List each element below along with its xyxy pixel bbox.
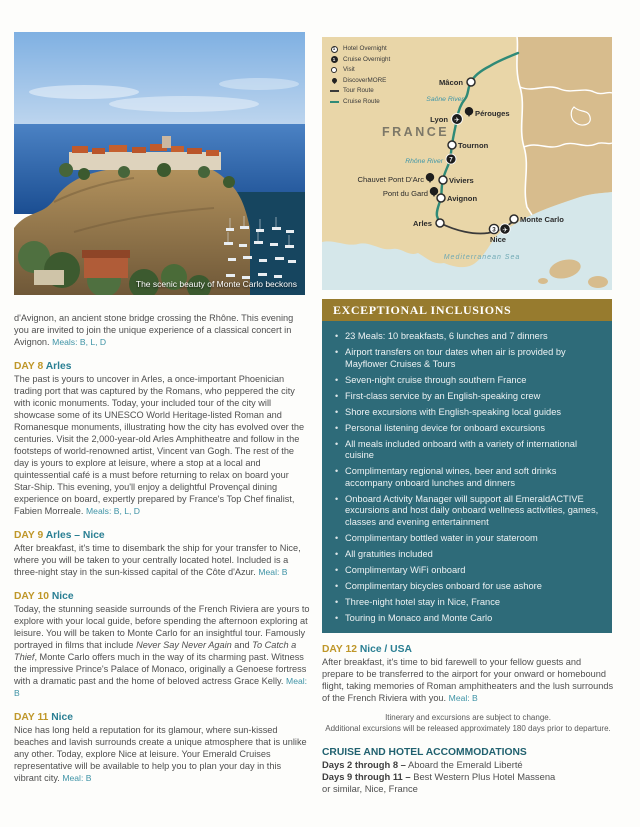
legend-label: Cruise Route bbox=[343, 97, 380, 105]
day11-paragraph bbox=[14, 724, 310, 784]
svg-text:Chauvet Pont D'Arc: Chauvet Pont D'Arc bbox=[357, 175, 424, 184]
svg-text:Lyon: Lyon bbox=[430, 115, 448, 124]
rhone-river-label: Rhône River bbox=[405, 158, 443, 165]
legend-visit bbox=[329, 65, 390, 76]
day-number: DAY 10 bbox=[14, 591, 49, 602]
day8-text: The past is yours to uncover in Arles, a once-important Phoenician trading port that was captured by the Romans, who peppered the city with iconic monuments. Today, your included tour of the city will showcase some of its UNESCO World Heritage-listed Roman and Romanesque monuments, illustrating how the city has evolved over the centuries. Visit the 2,000-year-old Arles Amphitheatre and follow in the footsteps of world-renowned artist, Vincent van Gogh. The rest of the day is yours to explore at leisure, where a stop at a local and quintessential café is a must before returning to relax on board your Star-Ship. This evening, you'll enjoy a delightful Provençal dining experience on board, expertly prepared by France's Top Chef finalist, Fabien Morreale. bbox=[14, 374, 305, 516]
tournon-marker bbox=[448, 141, 489, 150]
inclusion-item: • First-class service by an English-speaking crew bbox=[334, 391, 600, 403]
inclusion-item: • All gratuities included bbox=[334, 549, 600, 561]
accommodation-text: Aboard the Emerald Liberté bbox=[407, 759, 523, 770]
day9-heading bbox=[14, 530, 310, 541]
viviers-marker bbox=[439, 176, 474, 185]
meals-note: Meal: B bbox=[62, 773, 92, 783]
svg-text:7: 7 bbox=[449, 156, 453, 164]
exceptional-inclusions-box bbox=[322, 299, 612, 633]
accommodation-row bbox=[322, 783, 614, 795]
mediterranean-sea-label: Mediterranean Sea bbox=[443, 254, 521, 261]
inclusion-item: • Complimentary regional wines, beer and soft drinks accompany onboard lunches and dinners bbox=[334, 466, 600, 489]
photo-caption: The scenic beauty of Monte Carlo beckons bbox=[135, 279, 297, 289]
film-title: Never Say Never Again bbox=[136, 640, 232, 650]
accommodation-text: or similar, Nice, France bbox=[322, 783, 418, 795]
france-route-map bbox=[322, 37, 612, 290]
svg-text:Mâcon: Mâcon bbox=[438, 78, 463, 87]
intro-paragraph bbox=[14, 312, 310, 348]
inclusion-item: • Onboard Activity Manager will support all EmeraldACTIVE excursions and host daily onboard wellness activities, games, classes and evening entertainment bbox=[334, 494, 600, 529]
legend-cruise-route bbox=[329, 97, 390, 108]
tour-route-icon bbox=[329, 90, 339, 92]
intro-text: d'Avignon, an ancient stone bridge crossing the Rhône. This evening you are invited to join the unique experience of a classical concert in Avignon. bbox=[14, 313, 294, 347]
day-place: Arles bbox=[45, 361, 72, 372]
svg-text:Avignon: Avignon bbox=[447, 194, 478, 203]
inclusions-body bbox=[322, 321, 612, 633]
inclusion-item: • Airport transfers on tour dates when air is provided by Mayflower Cruises & Tours bbox=[334, 347, 600, 370]
inclusions-list bbox=[334, 331, 600, 624]
country-label: FRANCE bbox=[382, 125, 450, 139]
svg-text:Pont du Gard: Pont du Gard bbox=[382, 189, 428, 198]
day-place: Arles – Nice bbox=[45, 530, 105, 541]
day12-heading bbox=[322, 644, 614, 655]
svg-text:3: 3 bbox=[492, 226, 496, 234]
arles-marker bbox=[413, 219, 444, 228]
day10-text: , Monte Carlo offers much in the way of its charming past. Witness the impressive Prince's Palace of Monaco, originally a Genoese fortress with a dramatic past and the home of beloved actress Grace Kelly. bbox=[14, 652, 307, 686]
svg-text:Tournon: Tournon bbox=[458, 141, 489, 150]
accommodation-days: Days 2 through 8 – bbox=[322, 759, 406, 770]
monte-carlo-photo-art bbox=[14, 32, 305, 295]
svg-text:Viviers: Viviers bbox=[449, 176, 474, 185]
day-number: DAY 11 bbox=[14, 712, 49, 723]
map-legend bbox=[329, 44, 390, 107]
day9-text: After breakfast, it's time to disembark the ship for your transfer to Nice, where you will be taken to your centrally located hotel. Included is a three-night stay in the sun-kissed capital of the Côte d'Azur. bbox=[14, 543, 301, 577]
svg-text:Arles: Arles bbox=[413, 219, 432, 228]
meals-note: Meals: B, L, D bbox=[86, 506, 140, 516]
inclusion-item: • Touring in Monaco and Monte Carlo bbox=[334, 613, 600, 625]
legend-label: Cruise Overnight bbox=[343, 55, 391, 63]
inclusion-item: • Complimentary bicycles onboard for use ashore bbox=[334, 581, 600, 593]
day-number: DAY 9 bbox=[14, 530, 44, 541]
day-number: DAY 8 bbox=[14, 361, 44, 372]
day10-text: Today, the stunning seaside surrounds of the French Riviera are yours to explore with your local guide, before spending the afternoon exploring at leisure. You will be taken to Monte Carlo for an insightful tour. Famously portrayed in films that include bbox=[14, 604, 310, 650]
day-place: Nice bbox=[51, 591, 74, 602]
inclusion-item: • Complimentary bottled water in your stateroom bbox=[334, 533, 600, 545]
day11-text: Nice has long held a reputation for its glamour, where sun-kissed beaches and lavish surrounds create a unique atmosphere that is unlike any other. Today, explore Nice at leisure. Your Emerald Cruises representative will be available to help you to plan your day in this vibrant city. bbox=[14, 725, 307, 783]
lyon-airport-marker bbox=[430, 114, 462, 125]
svg-text:Monte Carlo: Monte Carlo bbox=[520, 215, 564, 224]
legend-label: Visit bbox=[343, 66, 355, 73]
day12-paragraph bbox=[322, 656, 614, 704]
meals-note: Meals: B, L, D bbox=[52, 337, 107, 347]
inclusion-item: • Shore excursions with English-speaking local guides bbox=[334, 407, 600, 419]
film-title: To Catch a Thief bbox=[14, 640, 297, 662]
day8-paragraph bbox=[14, 373, 310, 517]
svg-text:Pérouges: Pérouges bbox=[475, 109, 510, 118]
itinerary-note bbox=[322, 713, 614, 734]
cruise-overnight-badge bbox=[446, 154, 456, 164]
day10-text: and bbox=[231, 640, 253, 650]
inclusion-item: • 23 Meals: 10 breakfasts, 6 lunches and 7 dinners bbox=[334, 331, 600, 343]
meals-note: Meal: B bbox=[14, 676, 308, 698]
visit-icon bbox=[329, 67, 339, 73]
inclusions-title: EXCEPTIONAL INCLUSIONS bbox=[322, 299, 612, 321]
day12-text: After breakfast, it's time to bid farewell to your fellow guests and prepare to be transferred to the airport for your onward or homebound flight, taking memories of Roman amphitheaters and the lush surrounds of the French Riviera with you. bbox=[322, 657, 614, 703]
day-place: Nice / USA bbox=[359, 644, 412, 655]
plane-icon: ✈ bbox=[454, 117, 460, 124]
inclusion-item: • Personal listening device for onboard excursions bbox=[334, 423, 600, 435]
day8-heading bbox=[14, 361, 310, 372]
legend-discovermore bbox=[329, 76, 390, 87]
saone-river-label: Saône River bbox=[426, 96, 464, 103]
monte-carlo-photo bbox=[14, 32, 305, 295]
itinerary-right-column bbox=[322, 644, 614, 796]
legend-label: Hotel Overnight bbox=[343, 45, 387, 52]
legend-label: Tour Route bbox=[343, 87, 374, 94]
meals-note: Meal: B bbox=[448, 693, 478, 703]
chauvet-marker bbox=[358, 173, 435, 184]
accommodation-row bbox=[322, 759, 614, 771]
accommodation-days: Days 9 through 11 – bbox=[322, 771, 411, 783]
legend-cruise-overnight bbox=[329, 55, 390, 66]
inclusion-item: • Complimentary WiFi onboard bbox=[334, 565, 600, 577]
meals-note: Meal: B bbox=[258, 567, 288, 577]
discovermore-icon bbox=[329, 78, 339, 83]
cruise-overnight-icon: 1 bbox=[329, 56, 339, 63]
plane-icon: ✈ bbox=[502, 227, 508, 234]
legend-hotel-overnight bbox=[329, 44, 390, 55]
inclusion-item: • Seven-night cruise through southern France bbox=[334, 375, 600, 387]
cruise-route-icon bbox=[329, 101, 339, 103]
svg-text:Nice: Nice bbox=[489, 235, 507, 244]
day10-paragraph bbox=[14, 603, 310, 699]
inclusion-item: • Three-night hotel stay in Nice, France bbox=[334, 597, 600, 609]
macon-marker bbox=[439, 78, 475, 87]
day-place: Nice bbox=[51, 712, 73, 723]
note-line1: Itinerary and excursions are subject to change. bbox=[385, 713, 551, 722]
hotel-overnight-icon: 1 bbox=[329, 46, 339, 53]
day9-paragraph bbox=[14, 542, 310, 578]
itinerary-left-column bbox=[14, 312, 310, 784]
inclusion-item: • All meals included onboard with a variety of international cuisine bbox=[334, 439, 600, 462]
accommodation-row bbox=[322, 771, 614, 783]
accommodations-title: CRUISE AND HOTEL ACCOMMODATIONS bbox=[322, 747, 527, 758]
legend-tour-route bbox=[329, 86, 390, 97]
note-line2: Additional excursions will be released approximately 180 days prior to departure. bbox=[325, 723, 611, 733]
day10-heading bbox=[14, 591, 310, 602]
accommodation-text: Best Western Plus Hotel Massena bbox=[413, 771, 556, 783]
day11-heading bbox=[14, 712, 310, 723]
avignon-marker bbox=[437, 194, 477, 203]
day-number: DAY 12 bbox=[322, 644, 357, 655]
legend-label: DiscoverMORE bbox=[343, 76, 387, 84]
